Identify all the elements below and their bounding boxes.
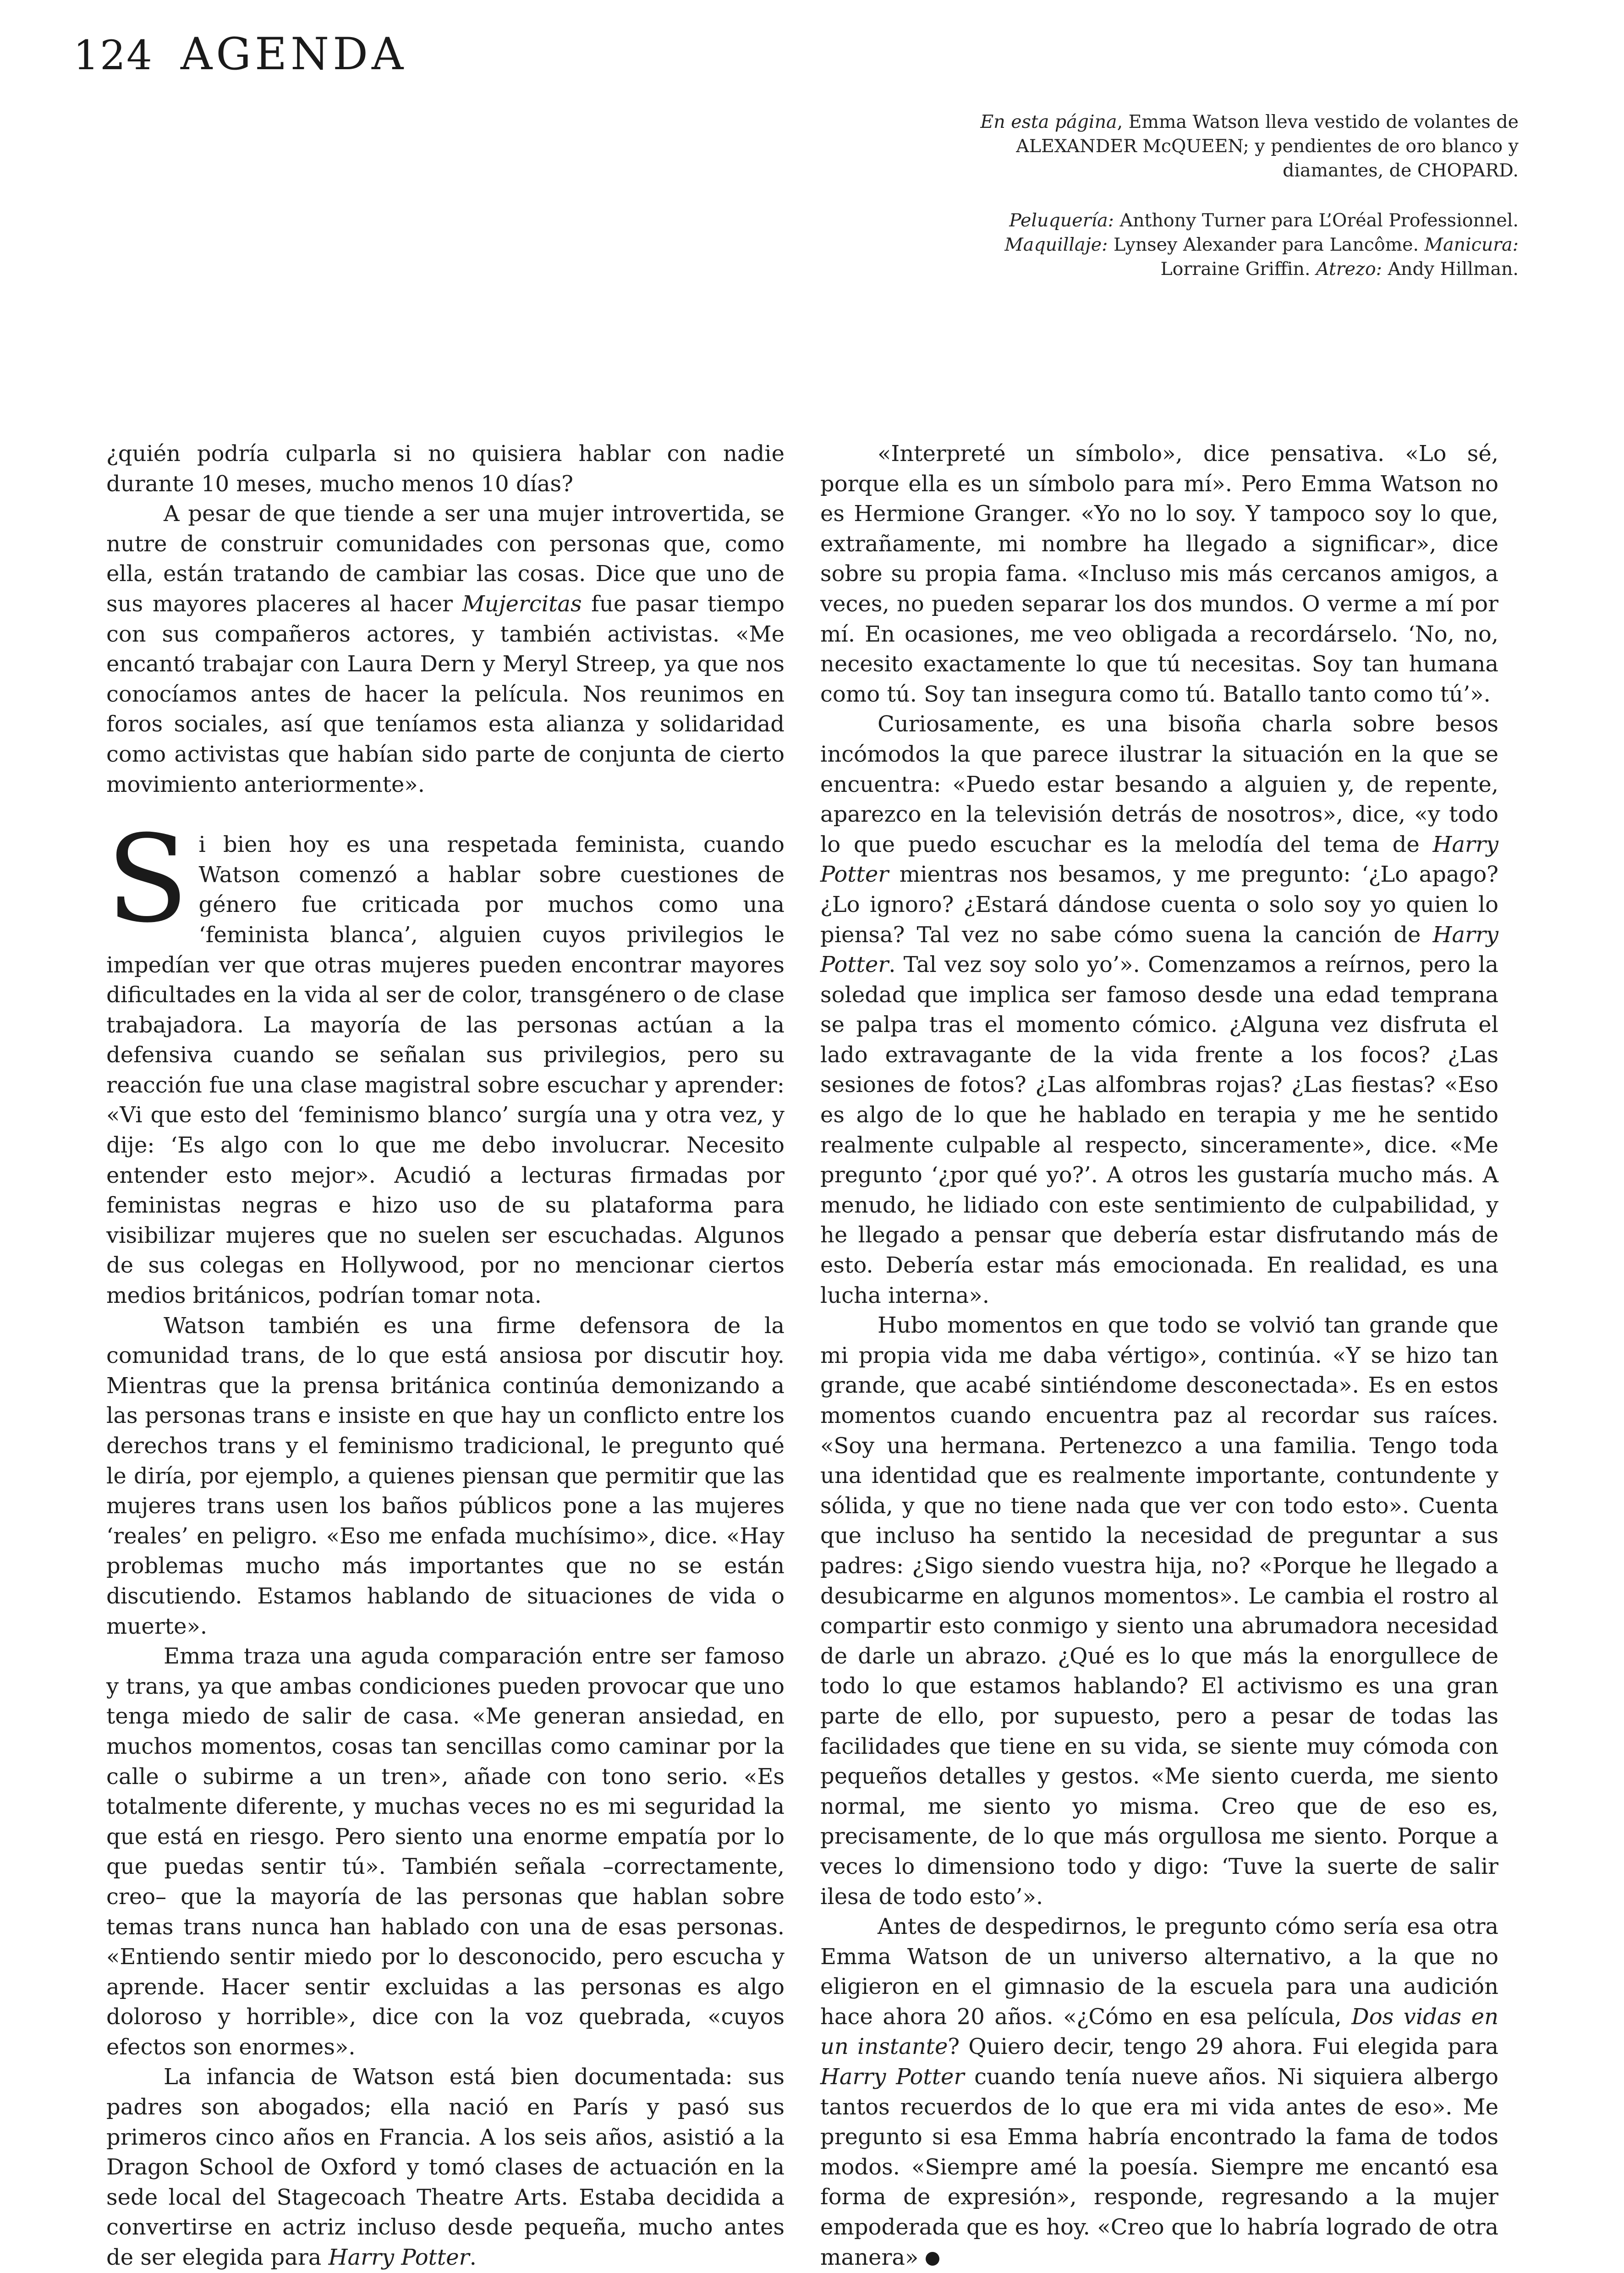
text-run: . Tal vez soy solo yo’». Comenzamos a reírnos, pero la soledad que implica ser famoso desde una edad temprana se palpa tras el momento cómico. ¿Alguna vez disfruta el lado extravagante de la vida frente a los focos? ¿Las sesiones de fotos? ¿Las alfombras rojas? ¿Las fiestas? «Eso es algo de lo que he hablado en terapia y me he sentido realmente culpable al respecto, sinceramente», dice. «Me pregunto ‘¿por qué yo?’. A otros les gustaría mucho más. A menudo, he lidiado con este sentimiento de culpabilidad, y he llegado a pensar que debería estar disfrutando más de esto. Debería estar más emocionada. En realidad, es una lucha interna». (820, 952, 1498, 1308)
text-run: mientras nos besamos, y me pregunto: ‘¿Lo apago? ¿Lo ignoro? ¿Estará dándose cuenta o solo soy yo quien lo piensa? Tal vez no sabe cómo suena la canción de (820, 862, 1498, 948)
italic-text: Maquillaje: (1004, 234, 1108, 255)
article-paragraph (106, 1311, 785, 1642)
text-run: Anthony Turner para L’Oréal Professionnel. (1114, 210, 1519, 231)
text-run: Andy Hillman. (1382, 258, 1519, 280)
end-of-article-dot-icon (926, 2252, 939, 2266)
text-run: La infancia de Watson está bien documentada: sus padres son abogados; ella nació en París y pasó sus primeros cinco años en Francia. A los seis años, asistió a la Dragon School de Oxford y tomó clases de actuación en la sede local del Stagecoach Theatre Arts. Estaba decidida a convertirse en actriz incluso desde pequeña, mucho antes de ser elegida para (106, 2064, 785, 2271)
article-paragraph (820, 439, 1498, 709)
italic-text: Peluquería: (1009, 210, 1114, 231)
italic-text: En esta página (980, 111, 1117, 132)
article-column-right (820, 439, 1498, 2273)
article-paragraph (106, 2062, 785, 2273)
italic-text: Manicura: (1424, 234, 1519, 255)
text-run: Lynsey Alexander para Lancôme. (1108, 234, 1425, 255)
text-run: A pesar de que tiende a ser una mujer introvertida, se nutre de construir comunidades con personas que, como ella, están tratando de cambiar las cosas. Dice que uno de sus mayores placeres al hacer (106, 501, 785, 617)
italic-text: Harry Potter (820, 922, 1498, 978)
credit-paragraph (946, 209, 1519, 281)
section-title: AGENDA (180, 28, 407, 80)
drop-cap: S (106, 809, 189, 950)
page-number: 124 (73, 32, 153, 79)
italic-text: Atrezo: (1316, 258, 1382, 280)
italic-text: Harry Potter (328, 2245, 470, 2271)
article-paragraph (106, 439, 785, 499)
text-run: Watson también es una firme defensora de la comunidad trans, de lo que está ansiosa por discutir hoy. Mientras que la prensa británica continúa demonizando a las personas trans e insiste en que hay un conflicto entre los derechos trans y el feminismo tradicional, le pregunto qué le diría, por ejemplo, a quienes piensan que permitir que las mujeres trans usen los baños públicos pone a las mujeres ‘reales’ en peligro. «Eso me enfada muchísimo», dice. «Hay problemas mucho más importantes que no se están discutiendo. Estamos hablando de situaciones de vida o muerte». (106, 1312, 785, 1639)
article-paragraph (820, 709, 1498, 1311)
text-run: . (469, 2245, 477, 2271)
text-run: ? Quiero decir, tengo 29 ahora. Fui elegida para (948, 2034, 1499, 2060)
italic-text: Mujercitas (462, 591, 582, 617)
text-run: fue pasar tiempo con sus compañeros actores, y también activistas. «Me encantó trabajar con Laura Dern y Meryl Streep, ya que nos conocíamos antes de hacer la película. Nos reunimos en foros sociales, así que teníamos esta alianza y solidaridad como activistas que habían sido parte de conjunta de cierto movimiento anteriormente». (106, 591, 785, 797)
text-run: «Interpreté un símbolo», dice pensativa. «Lo sé, porque ella es un símbolo para mí». Pero Emma Watson no es Hermione Granger. «Yo no lo soy. Y tampoco soy lo que, extrañamente, mi nombre ha llegado a significar», dice sobre su propia fama. «Incluso mis más cercanos amigos, a veces, no pueden separar los dos mundos. O verme a mí por mí. En ocasiones, me veo obligada a recordárselo. ‘No, no, necesito exactamente lo que tú necesitas. Soy tan humana como tú. Soy tan insegura como tú. Batallo tanto como tú’». (820, 441, 1498, 707)
text-run: Curiosamente, es una bisoña charla sobre besos incómodos la que parece ilustrar la situación en la que se encuentra: «Puedo estar besando a alguien y, de repente, aparezco en la televisión detrás de nosotros», dice, «y todo lo que puedo escuchar es la melodía del tema de (820, 711, 1498, 857)
text-run: Antes de despedirnos, le pregunto cómo sería esa otra Emma Watson de un universo alternativo, a la que no eligieron en el gimnasio de la escuela para una audición hace ahora 20 años. «¿Cómo en esa película, (820, 1914, 1498, 2030)
article-paragraph (106, 1642, 785, 2062)
article-paragraph (106, 499, 785, 800)
photo-credits (946, 110, 1519, 307)
text-run: Lorraine Griffin. (1160, 258, 1317, 280)
article-paragraph (820, 1311, 1498, 1912)
text-run: Emma traza una aguda comparación entre ser famoso y trans, ya que ambas condiciones pueden provocar que uno tenga miedo de salir de casa. «Me generan ansiedad, en muchos momentos, cosas tan sencillas como caminar por la calle o subirme a un tren», añade con tono serio. «Es totalmente diferente, y muchas veces no es mi seguridad la que está en riesgo. Pero siento una enorme empatía por lo que puedas sentir tú». También señala –correctamente, creo– que la mayoría de las personas que hablan sobre temas trans nunca han hablado con una de esas personas. «Entiendo sentir miedo por lo desconocido, pero escucha y aprende. Hacer sentir excluidas a las personas es algo doloroso y horrible», dice con la voz quebrada, «cuyos efectos son enormes». (106, 1643, 785, 2060)
article-paragraph (106, 809, 785, 1311)
article-paragraph (820, 1912, 1498, 2273)
italic-text: Dos vidas en un instante (820, 2004, 1499, 2060)
text-run: Hubo momentos en que todo se volvió tan grande que mi propia vida me daba vértigo», continúa. «Y se hizo tan grande, que acabé sintiéndome desconectada». Es en estos momentos cuando encuentra paz al recordar sus raíces. «Soy una hermana. Pertenezco a una familia. Tengo toda una identidad que es realmente importante, contundente y sólida, y que no tiene nada que ver con todo esto». Cuenta que incluso ha sentido la necesidad de preguntar a sus padres: ¿Sigo siendo vuestra hija, no? «Porque he llegado a desubicarme en algunos momentos». Le cambia el rostro al compartir esto conmigo y siento una abrumadora necesidad de darle un abrazo. ¿Qué es lo que más la enorgullece de todo lo que estamos hablando? El activismo es una gran parte de ello, por supuesto, pero a pesar de todas las facilidades que tiene en su vida, se siente muy cómoda con pequeños detalles y gestos. «Me siento cuerda, me siento normal, me siento yo misma. Creo que de eso es, precisamente, de lo que más orgullosa me siento. Porque a veces lo dimensiono todo y digo: ‘Tuve la suerte de salir ilesa de todo esto’». (820, 1312, 1498, 1910)
credit-paragraph (946, 110, 1519, 183)
text-run: ¿quién podría culparla si no quisiera hablar con nadie durante 10 meses, mucho menos 10 días? (106, 441, 785, 497)
page-folio (73, 28, 407, 80)
italic-text: Harry Potter (820, 2064, 965, 2090)
text-run: i bien hoy es una respetada feminista, cuando Watson comenzó a hablar sobre cuestiones de género fue criticada por muchos como una ‘feminista blanca’, alguien cuyos privilegios le impedían ver que otras mujeres pueden encontrar mayores dificultades en la vida al ser de color, transgénero o de clase trabajadora. La mayoría de las personas actúan a la defensiva cuando se señalan sus privilegios, pero su reacción fue una clase magistral sobre escuchar y aprender: «Vi que esto del ‘feminismo blanco’ surgía una y otra vez, y dije: ‘Es algo con lo que me debo involucrar. Necesito entender esto mejor». Acudió a lecturas firmadas por feministas negras e hizo uso de su plataforma para visibilizar mujeres que no suelen ser escuchadas. Algunos de sus colegas en Hollywood, por no mencionar ciertos medios británicos, podrían tomar nota. (106, 832, 785, 1309)
article-column-left (106, 439, 785, 2273)
italic-text: Harry Potter (820, 831, 1498, 888)
text-run: cuando tenía nueve años. Ni siquiera albergo tantos recuerdos de lo que era mi vida antes de eso». Me pregunto si esa Emma habría encontrado la fama de todos modos. «Siempre amé la poesía. Siempre me encantó esa forma de expresión», responde, regresando a la mujer empoderada que es hoy. «Creo que lo habría logrado de otra manera» (820, 2064, 1498, 2270)
text-run: , Emma Watson lleva vestido de volantes de ALEXANDER McQUEEN; y pendientes de oro blanco y diamantes, de CHOPARD. (1016, 111, 1519, 181)
